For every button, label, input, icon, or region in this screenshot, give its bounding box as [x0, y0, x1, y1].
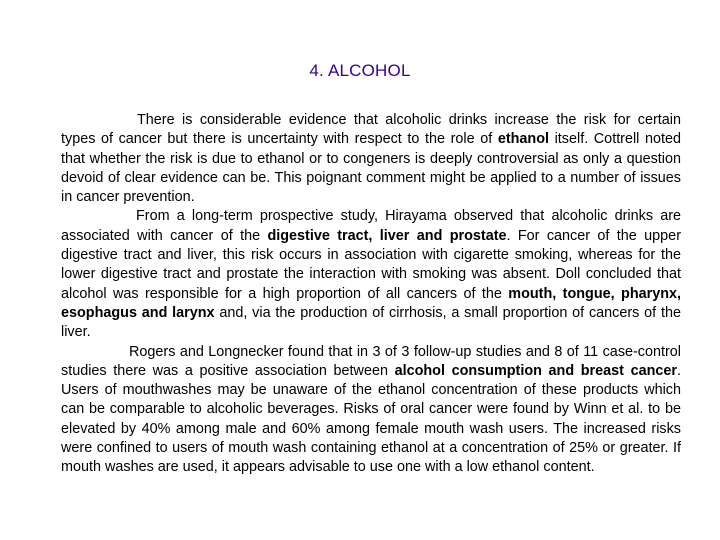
- text-segment: There is considerable evidence that alcoholic drinks increase the risk for certain types of cancer but there is uncertainty with respect to the role of: [61, 112, 681, 148]
- text-segment: From a long-term prospective study, Hirayama observed that alcoholic drinks are associated with cancer of the: [61, 208, 681, 244]
- paragraph-breast-cancer-mouthwash: [61, 343, 681, 478]
- emphasis-breast-cancer: alcohol consumption and breast cancer: [394, 362, 677, 379]
- body-text: [61, 111, 681, 478]
- paragraph-ethanol-evidence: [61, 111, 681, 207]
- text-segment: . For cancer of the upper digestive tract and liver, this risk occurs in association with cigarette smoking, whereas for the lower digestive tract and prostate the interaction with smoking was absent. Doll concluded that alcohol was responsible for a high proportion of all cancers of the: [61, 227, 681, 302]
- text-segment: Rogers and Longnecker found that in 3 of 3 follow-up studies and 8 of 11 case-control studies there was a positive association between: [61, 343, 681, 379]
- text-segment: itself. Cottrell noted that whether the risk is due to ethanol or to congeners is deeply controversial as only a question devoid of clear evidence can be. This poignant comment might be applied to a number of issues in cancer prevention.: [61, 131, 681, 206]
- emphasis-mouth-cancers: mouth, tongue, pharynx, esophagus and larynx: [61, 285, 682, 321]
- slide-title: 4. ALCOHOL: [309, 61, 411, 80]
- emphasis-ethanol: ethanol: [497, 131, 549, 148]
- text-segment: . Users of mouthwashes may be unaware of the ethanol concentration of these products which can be comparable to alcoholic beverages. Risks of oral cancer were found by Winn et al. to be elevated by 40% among male and 60% among female mouth wash users. The increased risks were confined to users of mouth wash containing ethanol at a concentration of 25% or greater. If mouth washes are used, it appears advisable to use one with a low ethanol content.: [61, 362, 681, 476]
- text-segment: and, via the production of cirrhosis, a small proportion of cancers of the liver.: [61, 304, 681, 341]
- paragraph-hirayama-study: [61, 207, 681, 342]
- emphasis-digestive-tract: digestive tract, liver and prostate: [267, 227, 507, 244]
